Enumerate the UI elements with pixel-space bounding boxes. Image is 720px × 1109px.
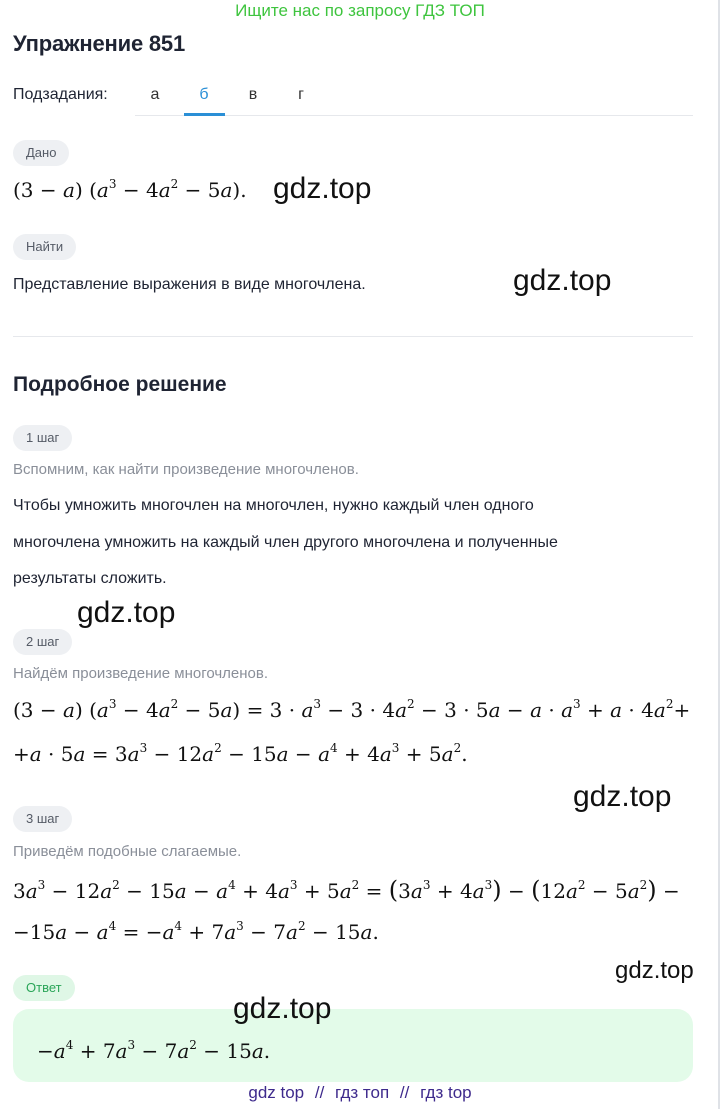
- footer-link[interactable]: gdz top: [248, 1083, 305, 1102]
- watermark: gdz.top: [273, 172, 372, 205]
- subtasks-label: Подзадания:: [13, 86, 108, 103]
- watermark: gdz.top: [615, 957, 694, 984]
- search-banner[interactable]: Ищите нас по запросу ГДЗ ТОП: [235, 1, 485, 20]
- step-2-badge: 2 шаг: [13, 629, 72, 655]
- step-3-math-line: $-15a - a^4 = -a^4 + 7a^3 - 7a^2 - 15a$.: [13, 919, 379, 944]
- footer-separator: //: [399, 1083, 410, 1102]
- tab-g[interactable]: г: [298, 86, 304, 103]
- footer-link[interactable]: гдз топ: [335, 1083, 390, 1102]
- step-3-hint: Приведём подобные слагаемые.: [13, 843, 242, 860]
- step-3-badge: 3 шаг: [13, 806, 72, 832]
- tab-v[interactable]: в: [248, 86, 258, 103]
- watermark: gdz.top: [77, 596, 176, 629]
- answer-expression: $-a^4 + 7a^3 - 7a^2 - 15a$.: [37, 1038, 271, 1063]
- step-2-math-line: $+a \cdot 5a = 3a^3 - 12a^2 - 15a - a^4 + 4a^3 + 5a^2$.: [13, 741, 468, 766]
- answer-badge: Ответ: [13, 975, 75, 1001]
- watermark: gdz.top: [513, 264, 612, 297]
- given-expression: (3 − a) $(a^3 - 4a^2 - 5a)$.: [13, 177, 247, 202]
- step-2-math-line: (3 − a) $(a^3 - 4a^2 - 5a) = 3 \cdot a^3 - 3 \cdot 4a^2 - 3 \cdot 5a - a \cdot a^3 + a \cdot 4a^2+$: [13, 697, 691, 722]
- section-divider: [13, 336, 693, 337]
- tab-b[interactable]: б: [199, 86, 209, 103]
- step-2-hint: Найдём произведение многочленов.: [13, 665, 269, 682]
- step-1-text-line: результаты сложить.: [13, 570, 167, 587]
- find-badge: Найти: [13, 234, 76, 260]
- footer-links: [0, 1083, 720, 1103]
- active-tab-indicator: [184, 113, 225, 116]
- footer-link[interactable]: гдз top: [420, 1083, 472, 1102]
- watermark: gdz.top: [573, 780, 672, 813]
- page-title: Упражнение 851: [13, 31, 185, 56]
- step-1-badge: 1 шаг: [13, 425, 72, 451]
- given-badge: Дано: [13, 140, 69, 166]
- step-3-math-line: $3a^3 - 12a^2 - 15a - a^4 + 4a^3 + 5a^2 = (3a^3 + 4a^3) - (12a^2 - 5a^2)$ −: [13, 876, 680, 904]
- step-1-text-line: многочлена умножить на каждый член другого многочлена и полученные: [13, 534, 558, 551]
- tab-a[interactable]: а: [150, 86, 160, 103]
- watermark: gdz.top: [233, 992, 332, 1025]
- find-text: Представление выражения в виде многочлена.: [13, 276, 366, 293]
- step-1-text-line: Чтобы умножить многочлен на многочлен, нужно каждый член одного: [13, 497, 534, 514]
- solution-title: Подробное решение: [13, 373, 227, 396]
- step-1-hint: Вспомним, как найти произведение многочленов.: [13, 461, 359, 478]
- footer-separator: //: [314, 1083, 325, 1102]
